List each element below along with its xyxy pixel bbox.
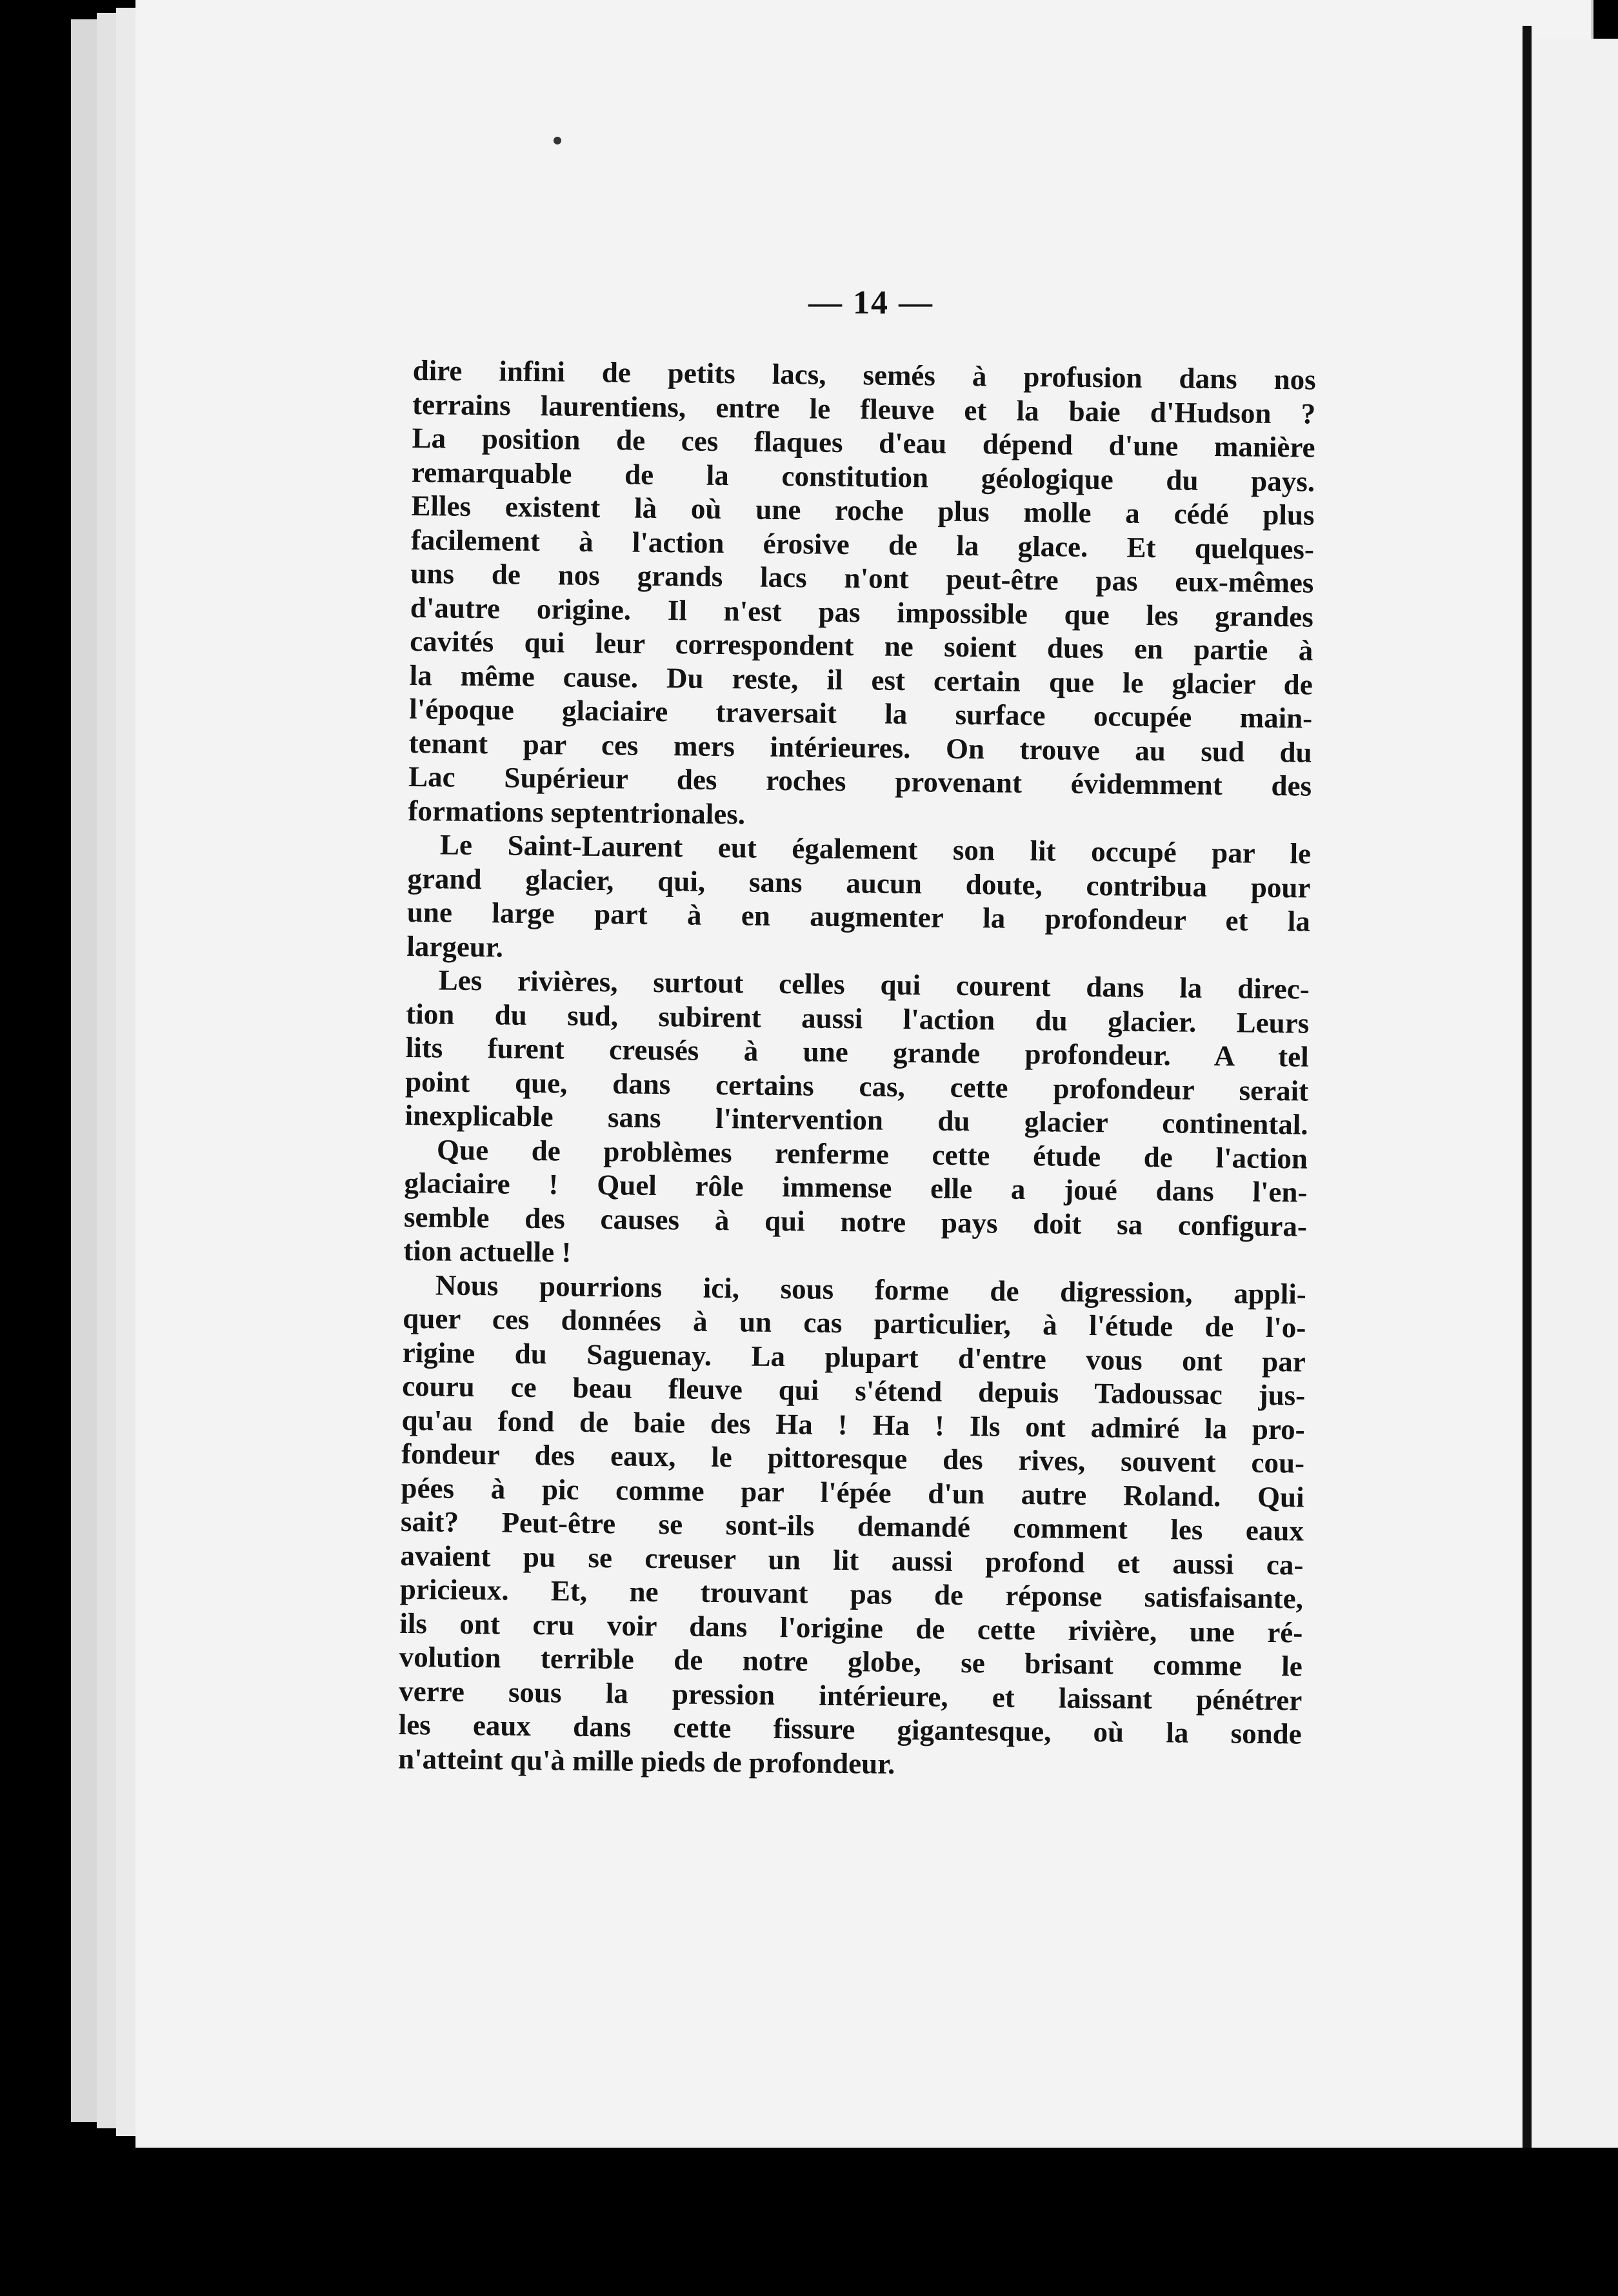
text-line: inexplicable sans l'intervention du glacier continental. bbox=[404, 1098, 1308, 1141]
ink-speck bbox=[554, 137, 561, 144]
text-line: couru ce beau fleuve qui s'étend depuis Tadoussac jus- bbox=[401, 1369, 1306, 1412]
facing-page-edge bbox=[1532, 39, 1618, 2148]
text-line: la même cause. Du reste, il est certain que le glacier de bbox=[409, 658, 1313, 701]
page-edge bbox=[71, 19, 98, 2122]
text-line: remarquable de la constitution géologique du pays. bbox=[411, 455, 1315, 498]
book-gutter bbox=[1523, 26, 1532, 2148]
text-line: La position de ces flaques d'eau dépend d'une manière bbox=[412, 421, 1315, 464]
text-line: grand glacier, qui, sans aucun doute, contribua pour bbox=[407, 862, 1311, 904]
text-line: dire infini de petits lacs, semés à profusion dans nos bbox=[412, 353, 1316, 396]
text-line: une large part à en augmenter la profondeur et la bbox=[406, 895, 1311, 938]
text-line: sait? Peut-être se sont-ils demandé comment les eaux bbox=[400, 1505, 1304, 1547]
text-line: formations septentrionales. bbox=[408, 794, 746, 830]
text-line: Lac Supérieur des roches provenant évidemment des bbox=[408, 760, 1312, 802]
page-edge bbox=[97, 13, 117, 2128]
text-line: lits furent creusés à une grande profondeur. A tel bbox=[405, 1031, 1309, 1073]
text-line: largeur. bbox=[406, 929, 504, 964]
text-line: fondeur des eaux, le pittoresque des rives, souvent cou- bbox=[401, 1437, 1305, 1480]
page-edge bbox=[116, 8, 137, 2136]
text-line: verre sous la pression intérieure, et laissant pénétrer bbox=[399, 1674, 1303, 1717]
text-line: uns de nos grands lacs n'ont peut-être pas eux-mêmes bbox=[410, 557, 1314, 599]
text-line: Que de problèmes renferme cette étude de l'action bbox=[436, 1133, 1308, 1175]
text-line: ils ont cru voir dans l'origine de cette rivière, une ré- bbox=[399, 1607, 1303, 1649]
text-line: Nous pourrions ici, sous forme de digression, appli- bbox=[435, 1268, 1307, 1311]
text-line: semble des causes à qui notre pays doit sa configura- bbox=[403, 1200, 1308, 1243]
text-line: rigine du Saguenay. La plupart d'entre vous ont par bbox=[402, 1336, 1306, 1378]
text-line: tenant par ces mers intérieures. On trouve au sud du bbox=[408, 726, 1312, 769]
text-line: Elles existent là où une roche plus molle a cédé plus bbox=[411, 489, 1315, 531]
text-line: avaient pu se creuser un lit aussi profond et aussi ca- bbox=[400, 1539, 1304, 1581]
text-line: qu'au fond de baie des Ha ! Ha ! Ils ont admiré la pro- bbox=[401, 1403, 1305, 1446]
text-line: cavités qui leur correspondent ne soient dues en partie à bbox=[410, 624, 1313, 667]
text-line: terrains laurentiens, entre le fleuve et la baie d'Hudson ? bbox=[412, 388, 1316, 430]
body-text bbox=[398, 353, 1316, 1785]
text-line: volution terrible de notre globe, se brisant comme le bbox=[399, 1640, 1303, 1683]
text-line: facilement à l'action érosive de la glace. Et quelques- bbox=[410, 523, 1315, 566]
text-line: les eaux dans cette fissure gigantesque, où la sonde bbox=[398, 1708, 1302, 1750]
text-line: quer ces données à un cas particulier, à l'étude de l'o- bbox=[403, 1301, 1306, 1344]
text-line: point que, dans certains cas, cette profondeur serait bbox=[404, 1065, 1309, 1107]
text-line: l'époque glaciaire traversait la surface occupée main- bbox=[408, 692, 1313, 735]
text-line: Le Saint-Laurent eut également son lit occupé par le bbox=[439, 828, 1312, 870]
text-line: tion du sud, subirent aussi l'action du glacier. Leurs bbox=[406, 997, 1310, 1040]
text-line: glaciaire ! Quel rôle immense elle a joué dans l'en- bbox=[404, 1166, 1308, 1209]
text-line: pricieux. Et, ne trouvant pas de réponse satisfaisante, bbox=[399, 1572, 1304, 1615]
text-line: n'atteint qu'à mille pieds de profondeur. bbox=[397, 1742, 895, 1780]
text-line: pées à pic comme par l'épée d'un autre Roland. Qui bbox=[401, 1471, 1304, 1514]
text-line: Les rivières, surtout celles qui courent dans la direc- bbox=[438, 964, 1310, 1005]
text-line: d'autre origine. Il n'est pas impossible que les grandes bbox=[410, 591, 1314, 633]
page-number: — 14 — bbox=[808, 284, 934, 321]
text-line: tion actuelle ! bbox=[403, 1234, 572, 1269]
